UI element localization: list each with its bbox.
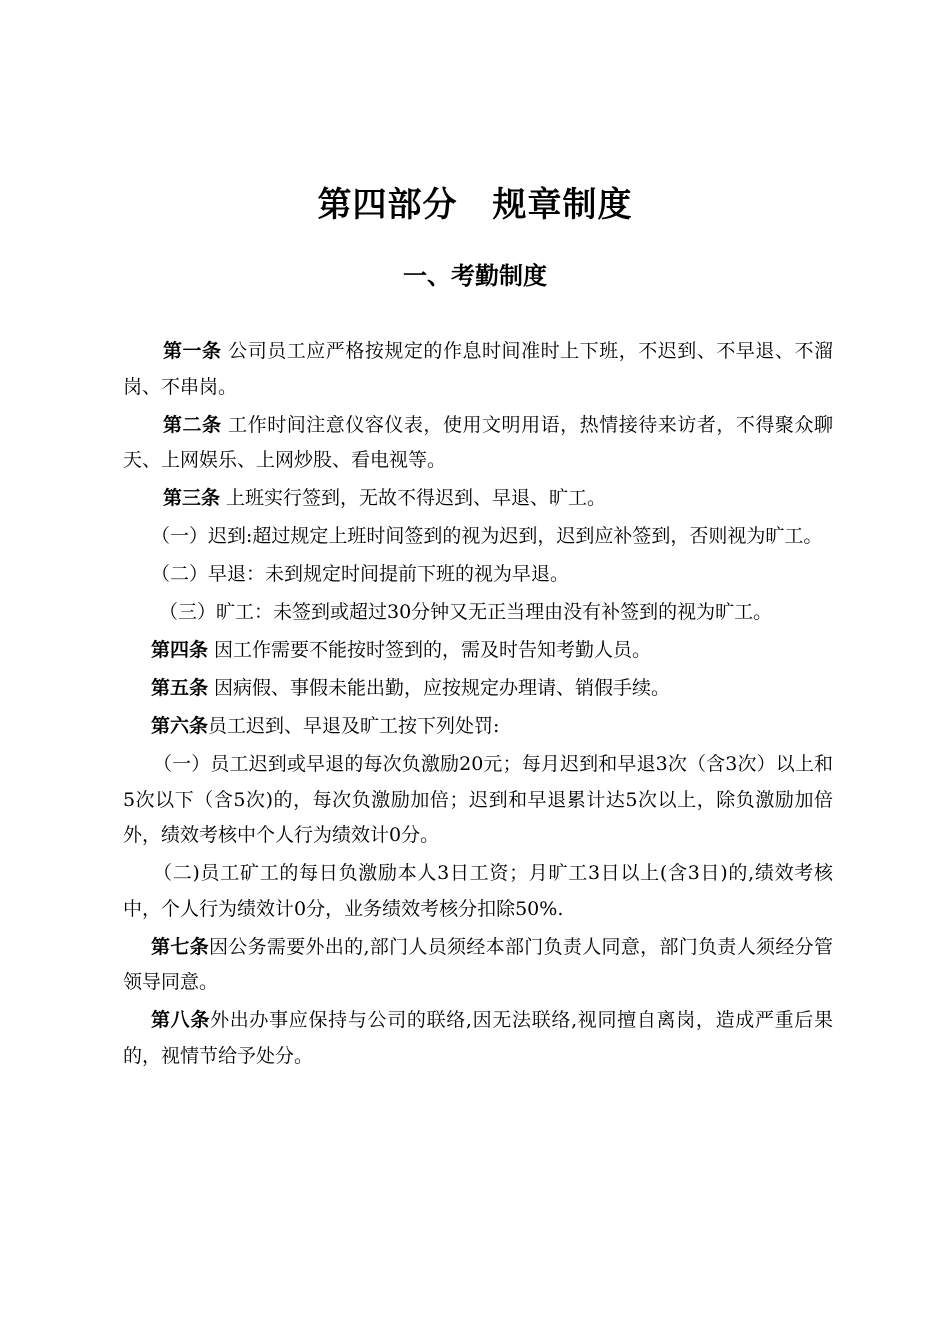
clause-item: （一）员工迟到或早退的每次负激励20元；每月迟到和早退3次（含3次）以上和5次以下（含5次)的，每次负激励加倍；迟到和早退累计达5次以上，除负激励加倍外，绩效考核中个人行为绩效计0分。 xyxy=(123,753,833,846)
article-label: 第一条 xyxy=(163,340,222,362)
article-text: 外出办事应保持与公司的联络,因无法联络,视同擅自离岗，造成严重后果的，视情节给予处分。 xyxy=(123,1009,833,1067)
article-text: 公司员工应严格按规定的作息时间准时上下班，不迟到、不早退、不溜岗、不串岗。 xyxy=(123,340,833,398)
article-text: 因病假、事假未能出勤，应按规定办理请、销假手续。 xyxy=(208,677,671,699)
article-8 xyxy=(123,1003,833,1074)
article-text: 因公务需要外出的,部门人员须经本部门负责人同意，部门负责人须经分管领导同意。 xyxy=(123,935,833,993)
article-label: 第七条 xyxy=(151,935,209,958)
article-label: 第二条 xyxy=(163,413,222,436)
article-4 xyxy=(123,633,833,669)
article-label: 第四条 xyxy=(151,639,209,661)
clause-item: （一）迟到:超过规定上班时间签到的视为迟到，迟到应补签到，否则视为旷工。 xyxy=(151,525,823,547)
article-label: 第六条 xyxy=(151,715,209,737)
article-6 xyxy=(123,709,833,745)
article-label: 第五条 xyxy=(151,677,209,699)
article-text: 上班实行签到，无故不得迟到、早退、旷工。 xyxy=(220,487,607,509)
article-text: 工作时间注意仪容仪表，使用文明用语，热情接待来访者，不得聚众聊天、上网娱乐、上网炒股、看电视等。 xyxy=(123,413,833,471)
section-heading: 一、考勤制度 xyxy=(403,262,547,290)
page-title: 第四部分 规章制度 xyxy=(317,185,633,225)
article-2 xyxy=(123,408,833,479)
article-1 xyxy=(123,334,833,405)
clause-item: （三）旷工：未签到或超过30分钟又无正当理由没有补签到的视为旷工。 xyxy=(159,601,773,623)
article-5 xyxy=(123,671,833,707)
clause-item: （二)员工矿工的每日负激励本人3日工资；月旷工3日以上(含3日)的,绩效考核中，个人行为绩效计0分，业务绩效考核分扣除50%. xyxy=(123,862,833,920)
clause-item: （二）早退：未到规定时间提前下班的视为早退。 xyxy=(151,563,570,585)
article-label: 第三条 xyxy=(163,487,221,509)
article-text: 因工作需要不能按时签到的，需及时告知考勤人员。 xyxy=(208,639,652,661)
article-7 xyxy=(123,930,833,1001)
article-text: 员工迟到、早退及旷工按下列处罚: xyxy=(208,715,500,737)
document-body xyxy=(123,334,833,1077)
article-3 xyxy=(123,481,833,517)
article-label: 第八条 xyxy=(151,1009,211,1031)
